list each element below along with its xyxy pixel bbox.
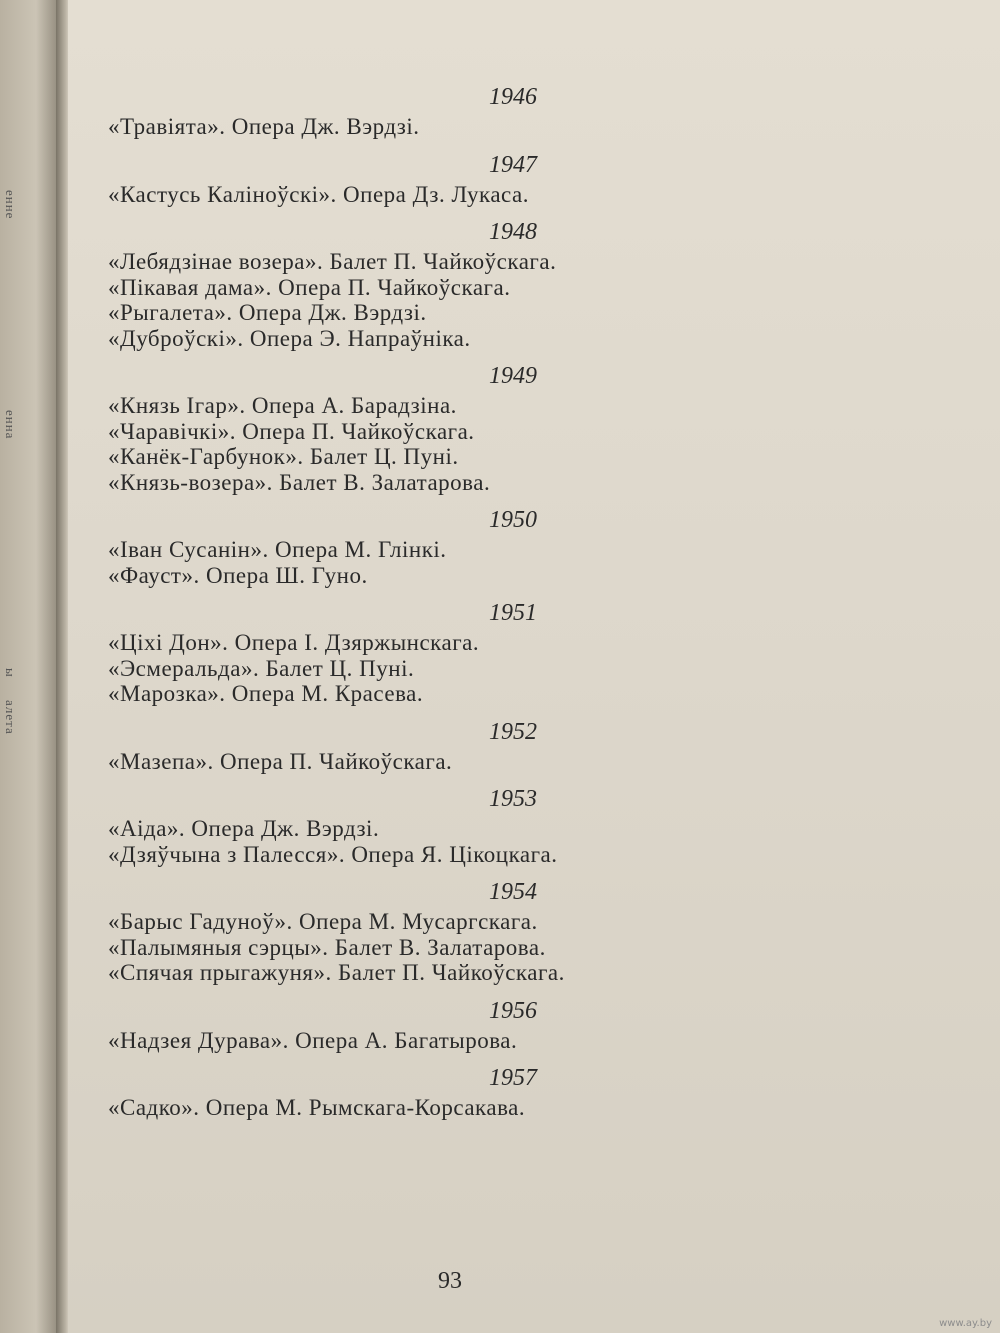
year-heading: 1946 (489, 84, 537, 110)
year-heading: 1948 (489, 219, 537, 245)
year-section (108, 596, 828, 707)
production-entry: «Фауст». Опера Ш. Гуно. (108, 562, 368, 588)
page-number: 93 (438, 1268, 462, 1294)
facing-page-fragment: енна (3, 410, 18, 440)
facing-page-fragment: енне (3, 190, 18, 220)
production-entry: «Князь Ігар». Опера А. Барадзіна. (108, 393, 457, 418)
production-entry: «Барыс Гадуноў». Опера М. Мусаргскага. (108, 909, 538, 934)
year-heading: 1952 (489, 718, 537, 745)
production-entry: «Спячая прыгажуня». Балет П. Чайкоўскага. (108, 960, 565, 985)
book-page (68, 0, 1000, 1333)
year-section (108, 875, 828, 986)
production-entry: «Надзея Дурава». Опера А. Багатырова. (108, 1027, 518, 1053)
production-entry: «Марозка». Опера М. Красева. (108, 681, 424, 706)
year-section (108, 148, 828, 208)
production-entry: «Мазепа». Опера П. Чайкоўскага. (108, 748, 453, 774)
production-entry: «Князь-возера». Балет В. Залатарова. (108, 469, 491, 495)
year-heading: 1950 (489, 507, 537, 533)
production-entry: «Пікавая дама». Опера П. Чайкоўскага. (108, 274, 511, 300)
production-entry: «Кастусь Каліноўскі». Опера Дз. Лукаса. (108, 181, 529, 207)
year-section (108, 782, 828, 867)
year-section (108, 359, 828, 495)
year-section (108, 1061, 828, 1121)
repertoire-list (108, 80, 828, 1129)
facing-page-fragment: ы (3, 668, 18, 678)
year-section (108, 503, 828, 588)
year-heading: 1957 (489, 1065, 537, 1091)
year-heading: 1953 (489, 786, 537, 812)
production-entry: «Эсмеральда». Балет Ц. Пуні. (108, 655, 415, 681)
production-entry: «Чаравічкі». Опера П. Чайкоўскага. (108, 418, 475, 444)
production-entry: «Садко». Опера М. Рымскага-Корсакава. (108, 1095, 526, 1120)
production-entry: «Канёк-Гарбунок». Балет Ц. Пуні. (108, 444, 459, 469)
year-section (108, 80, 828, 140)
production-entry: «Лебядзінае возера». Балет П. Чайкоўскага. (108, 249, 557, 274)
production-entry: «Іван Сусанін». Опера М. Глінкі. (108, 537, 447, 562)
production-entry: «Палымяныя сэрцы». Балет В. Залатарова. (108, 934, 546, 960)
production-entry: «Ціхі Дон». Опера І. Дзяржынскага. (108, 630, 480, 655)
year-heading: 1947 (489, 151, 537, 178)
production-entry: «Аіда». Опера Дж. Вэрдзі. (108, 816, 380, 841)
watermark: www.ay.by (939, 1318, 992, 1329)
production-entry: «Дзяўчына з Палесся». Опера Я. Цікоцкага. (108, 841, 558, 867)
year-heading: 1954 (489, 879, 537, 905)
year-heading: 1956 (489, 997, 537, 1024)
production-entry: «Травіята». Опера Дж. Вэрдзі. (108, 114, 420, 139)
facing-page-fragment: алета (3, 700, 18, 735)
production-entry: «Дуброўскі». Опера Э. Напраўніка. (108, 325, 471, 351)
year-section (108, 994, 828, 1054)
year-heading: 1951 (489, 600, 537, 626)
production-entry: «Рыгалета». Опера Дж. Вэрдзі. (108, 300, 427, 325)
facing-page (0, 0, 60, 1333)
year-section (108, 715, 828, 775)
year-section (108, 215, 828, 351)
year-heading: 1949 (489, 363, 537, 389)
